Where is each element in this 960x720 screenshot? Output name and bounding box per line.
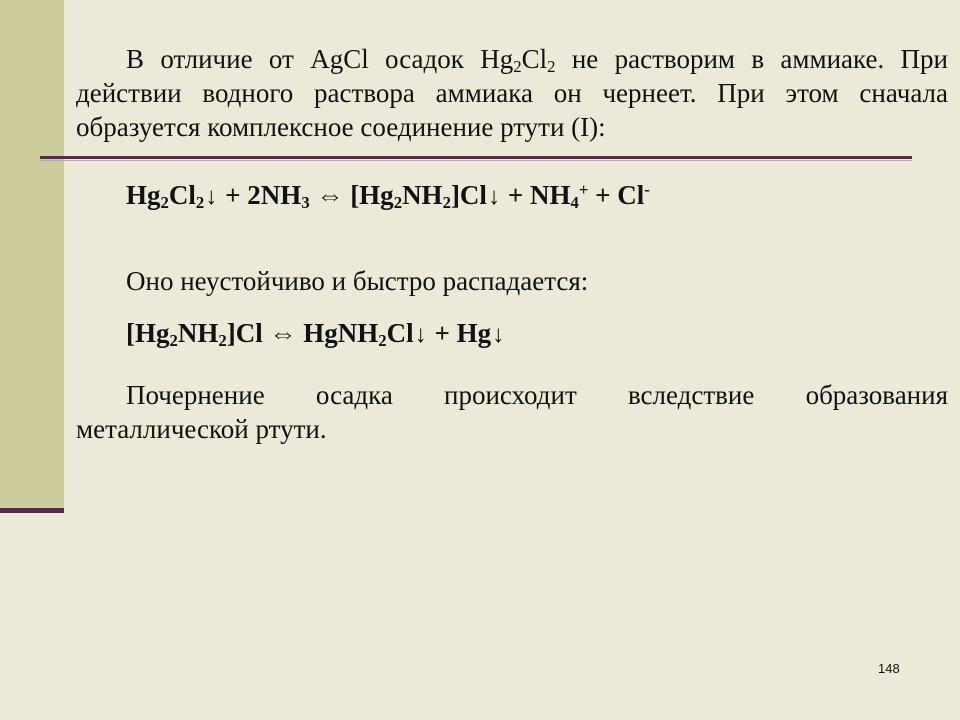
divider-line [40,156,912,159]
precipitate-arrow-icon: ↓ [414,321,427,348]
equilibrium-arrow-icon: ⇔ [309,180,351,210]
paragraph-conclusion: Почернение осадка происходит вследствие образования металлической ртути. [76,380,948,444]
divider-line-shadow [40,160,912,161]
equilibrium-arrow-icon: ⇔ [262,318,304,348]
paragraph-intro: В отличие от AgCl осадок $Hg_2Cl_2$ не растворим в аммиаке. При действии водного раствора аммиака он чернеет. При этом сначала образуется комплексное соединение ртути (I): [76,44,948,142]
page-number: 148 [878,661,900,676]
equation-decomposition: $[Hg_2NH_2]Cl$ ⇔ HgNH$_2$Cl↓ + Hg↓ [126,318,505,351]
left-decorative-bar [0,0,64,512]
precipitate-arrow-icon: ↓ [487,183,501,210]
paragraph-decomposition: Оно неустойчиво и быстро распадается: [126,266,589,296]
equation-complex-formation: $Hg_2Cl_2↓ + 2NH_3$ ⇔ $[Hg_2NH_2]Cl↓ + NH_4^+ + Cl^-$ [126,179,650,213]
precipitate-arrow-icon: ↓ [205,183,218,210]
left-bar-underline [0,508,64,513]
precipitate-arrow-icon: ↓ [492,321,505,348]
